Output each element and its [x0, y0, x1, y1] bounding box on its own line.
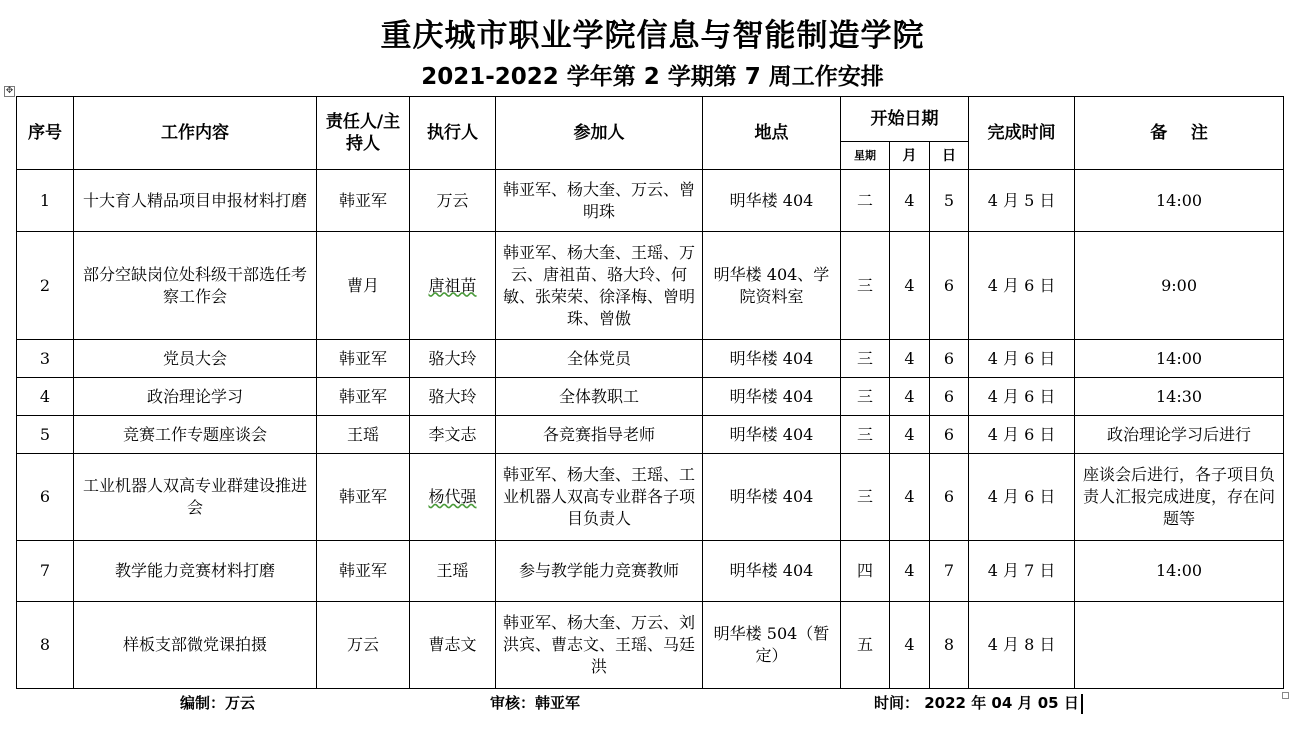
- weekday-cell-text: 三: [856, 348, 873, 368]
- participants-cell: [496, 541, 703, 602]
- remark-cell-text: 14:30: [1155, 386, 1203, 406]
- header-remarks: 备 注: [1075, 97, 1284, 170]
- executor-cell: [410, 454, 496, 541]
- seq-cell-text: 2: [39, 275, 51, 295]
- remark-cell-text: 政治理论学习后进行: [1107, 424, 1252, 444]
- finish-cell: [969, 378, 1075, 416]
- participants-cell: [496, 340, 703, 378]
- participants-cell: [496, 602, 703, 689]
- content-cell: [74, 541, 317, 602]
- finish-cell: [969, 232, 1075, 340]
- location-cell: [703, 602, 841, 689]
- finish-cell: [969, 541, 1075, 602]
- remark-cell: [1075, 170, 1284, 232]
- month-cell-text: 4: [904, 487, 915, 506]
- table-move-handle-icon[interactable]: ✥: [5, 86, 14, 96]
- table-resize-handle[interactable]: [1282, 692, 1289, 699]
- remark-cell: [1075, 454, 1284, 541]
- weekday-cell-text: 三: [856, 487, 873, 506]
- day-cell: [930, 454, 969, 541]
- executor-cell-text: 骆大玲: [428, 386, 477, 406]
- executor-cell: [410, 378, 496, 416]
- finish-cell-text: 4 月 5 日: [987, 190, 1056, 210]
- content-cell: [74, 170, 317, 232]
- seq-cell: [17, 454, 74, 541]
- finish-cell-text: 4 月 6 日: [987, 348, 1056, 368]
- finish-cell-text: 4 月 6 日: [987, 487, 1056, 506]
- table-row: [17, 454, 1284, 541]
- owner-cell-text: 韩亚军: [338, 487, 387, 506]
- content-cell-text: 竞赛工作专题座谈会: [122, 424, 267, 444]
- location-cell-text: 明华楼 404: [729, 386, 814, 406]
- month-cell-text: 4: [904, 386, 915, 406]
- remark-cell: [1075, 232, 1284, 340]
- weekday-cell-text: 五: [856, 635, 873, 654]
- location-cell-text: 明华楼 404: [729, 561, 814, 580]
- participants-cell-text: 各竞赛指导老师: [542, 424, 655, 444]
- owner-cell: [317, 602, 410, 689]
- month-cell: [890, 454, 930, 541]
- seq-cell-text: 1: [39, 190, 51, 210]
- month-cell-text: 4: [904, 190, 915, 210]
- executor-cell-text: 杨代强: [428, 487, 477, 506]
- footer-reviewer: 审核：韩亚军: [490, 694, 581, 712]
- finish-cell: [969, 454, 1075, 541]
- remark-cell: [1075, 602, 1284, 689]
- location-cell: [703, 170, 841, 232]
- header-seq: 序号: [17, 97, 74, 170]
- day-cell: [930, 378, 969, 416]
- owner-cell-text: 万云: [346, 635, 379, 654]
- weekday-cell-text: 三: [856, 386, 873, 406]
- header-participants: 参加人: [496, 97, 703, 170]
- month-cell: [890, 170, 930, 232]
- executor-cell: [410, 170, 496, 232]
- day-cell-text: 6: [943, 275, 955, 295]
- finish-cell: [969, 340, 1075, 378]
- table-row: [17, 340, 1284, 378]
- owner-cell: [317, 454, 410, 541]
- header-day: 日: [930, 142, 969, 170]
- month-cell-text: 4: [904, 275, 915, 295]
- month-cell-text: 4: [904, 348, 915, 368]
- day-cell: [930, 416, 969, 454]
- owner-cell: [317, 378, 410, 416]
- owner-cell-text: 韩亚军: [338, 190, 387, 210]
- participants-cell-text: 参与教学能力竞赛教师: [518, 561, 679, 580]
- day-cell: [930, 541, 969, 602]
- location-cell: [703, 340, 841, 378]
- month-cell: [890, 378, 930, 416]
- remark-cell: [1075, 541, 1284, 602]
- seq-cell-text: 6: [39, 487, 51, 506]
- executor-cell-text: 李文志: [428, 424, 477, 444]
- location-cell-text: 明华楼 404: [729, 424, 814, 444]
- day-cell: [930, 602, 969, 689]
- table-row: [17, 170, 1284, 232]
- header-month: 月: [890, 142, 930, 170]
- day-cell: [930, 232, 969, 340]
- remark-cell-text: 14:00: [1155, 348, 1203, 368]
- seq-cell: [17, 170, 74, 232]
- remark-cell: [1075, 340, 1284, 378]
- document-title: 重庆城市职业学院信息与智能制造学院: [380, 18, 925, 54]
- footer-date-text: 时间： 2022 年 04 月 05 日: [874, 694, 1079, 712]
- finish-cell: [969, 602, 1075, 689]
- owner-cell: [317, 416, 410, 454]
- seq-cell: [17, 602, 74, 689]
- remark-cell-text: 9:00: [1161, 275, 1197, 295]
- weekday-cell: [841, 170, 890, 232]
- executor-cell: [410, 416, 496, 454]
- day-cell-text: 6: [943, 424, 955, 444]
- executor-cell: [410, 340, 496, 378]
- weekday-cell-text: 三: [856, 424, 873, 444]
- seq-cell: [17, 541, 74, 602]
- day-cell: [930, 340, 969, 378]
- participants-cell-text: 全体党员: [566, 348, 631, 368]
- owner-cell-text: 曹月: [346, 275, 379, 295]
- executor-cell-text: 王瑶: [436, 561, 469, 580]
- executor-cell: [410, 541, 496, 602]
- text-cursor: [1081, 694, 1083, 714]
- owner-cell-text: 韩亚军: [338, 561, 387, 580]
- document-subtitle: 2021-2022 学年第 2 学期第 7 周工作安排: [421, 64, 884, 90]
- remark-cell-text: 14:00: [1155, 561, 1203, 580]
- content-cell: [74, 378, 317, 416]
- month-cell: [890, 602, 930, 689]
- executor-cell-text: 万云: [436, 190, 469, 210]
- content-cell: [74, 416, 317, 454]
- owner-cell-text: 韩亚军: [338, 386, 387, 406]
- footer-date: [874, 692, 1083, 714]
- location-cell-text: 明华楼 404: [729, 348, 814, 368]
- content-cell-text: 样板支部微党课拍摄: [122, 635, 267, 654]
- month-cell-text: 4: [904, 561, 915, 580]
- remark-cell-text: 座谈会后进行，各子项目负责人汇报完成进度，存在问题等: [1083, 465, 1276, 528]
- owner-cell-text: 王瑶: [346, 424, 379, 444]
- day-cell-text: 6: [943, 348, 955, 368]
- day-cell: [930, 170, 969, 232]
- seq-cell-text: 5: [39, 424, 51, 444]
- month-cell: [890, 340, 930, 378]
- seq-cell-text: 4: [39, 386, 51, 406]
- remark-cell: [1075, 416, 1284, 454]
- executor-cell-text: 骆大玲: [428, 348, 477, 368]
- executor-cell: [410, 602, 496, 689]
- location-cell: [703, 232, 841, 340]
- seq-cell-text: 7: [39, 561, 51, 580]
- weekday-cell: [841, 541, 890, 602]
- location-cell: [703, 416, 841, 454]
- content-cell-text: 工业机器人双高专业群建设推进会: [82, 476, 307, 517]
- content-cell: [74, 232, 317, 340]
- weekday-cell: [841, 602, 890, 689]
- table-row: [17, 541, 1284, 602]
- table-row: [17, 378, 1284, 416]
- day-cell-text: 7: [943, 561, 955, 580]
- day-cell-text: 8: [943, 635, 955, 654]
- finish-cell: [969, 170, 1075, 232]
- weekday-cell-text: 二: [856, 190, 873, 210]
- seq-cell: [17, 232, 74, 340]
- content-cell: [74, 340, 317, 378]
- participants-cell: [496, 454, 703, 541]
- location-cell: [703, 541, 841, 602]
- weekday-cell: [841, 378, 890, 416]
- seq-cell: [17, 416, 74, 454]
- schedule-table: [16, 96, 1284, 689]
- day-cell-text: 5: [943, 190, 955, 210]
- month-cell-text: 4: [904, 424, 915, 444]
- weekday-cell: [841, 454, 890, 541]
- finish-cell: [969, 416, 1075, 454]
- content-cell: [74, 454, 317, 541]
- month-cell: [890, 232, 930, 340]
- day-cell-text: 6: [943, 386, 955, 406]
- seq-cell-text: 3: [39, 348, 51, 368]
- owner-cell: [317, 541, 410, 602]
- owner-cell-text: 韩亚军: [338, 348, 387, 368]
- footer-editor: 编制：万云: [180, 694, 256, 712]
- content-cell-text: 政治理论学习: [146, 386, 243, 406]
- weekday-cell-text: 三: [856, 275, 873, 295]
- header-start-date: 开始日期: [841, 97, 969, 142]
- finish-cell-text: 4 月 6 日: [987, 386, 1056, 406]
- month-cell-text: 4: [904, 635, 915, 654]
- day-cell-text: 6: [943, 487, 955, 506]
- seq-cell: [17, 378, 74, 416]
- participants-cell: [496, 170, 703, 232]
- header-weekday: 星期: [841, 142, 890, 170]
- finish-cell-text: 4 月 8 日: [987, 635, 1056, 654]
- month-cell: [890, 541, 930, 602]
- participants-cell-text: 韩亚军、杨大奎、万云、曾明珠: [502, 179, 695, 221]
- remark-cell-text: 14:00: [1155, 190, 1203, 210]
- location-cell-text: 明华楼 404: [729, 190, 814, 210]
- finish-cell-text: 4 月 6 日: [987, 275, 1056, 295]
- content-cell-text: 党员大会: [162, 348, 227, 368]
- table-row: [17, 232, 1284, 340]
- content-cell-text: 十大育人精品项目申报材料打磨: [82, 190, 307, 210]
- location-cell: [703, 378, 841, 416]
- location-cell: [703, 454, 841, 541]
- content-cell: [74, 602, 317, 689]
- executor-cell-text: 唐祖苗: [428, 275, 477, 295]
- header-finish-time: 完成时间: [969, 97, 1075, 170]
- owner-cell: [317, 232, 410, 340]
- owner-cell: [317, 170, 410, 232]
- seq-cell-text: 8: [39, 635, 51, 654]
- month-cell: [890, 416, 930, 454]
- header-executor: 执行人: [410, 97, 496, 170]
- participants-cell-text: 韩亚军、杨大奎、王瑶、工业机器人双高专业群各子项目负责人: [502, 465, 695, 528]
- content-cell-text: 教学能力竞赛材料打磨: [114, 561, 275, 580]
- weekday-cell: [841, 340, 890, 378]
- weekday-cell: [841, 416, 890, 454]
- executor-cell-text: 曹志文: [428, 635, 477, 654]
- finish-cell-text: 4 月 6 日: [987, 424, 1056, 444]
- seq-cell: [17, 340, 74, 378]
- executor-cell: [410, 232, 496, 340]
- owner-cell: [317, 340, 410, 378]
- participants-cell-text: 全体教职工: [558, 386, 639, 406]
- header-content: 工作内容: [74, 97, 317, 170]
- location-cell-text: 明华楼 504（暂定）: [713, 624, 830, 665]
- content-cell-text: 部分空缺岗位处科级干部选任考察工作会: [82, 264, 307, 306]
- remark-cell: [1075, 378, 1284, 416]
- location-cell-text: 明华楼 404、学院资料室: [713, 264, 830, 306]
- table-row: [17, 602, 1284, 689]
- header-owner: 责任人/主持人: [317, 97, 410, 170]
- participants-cell: [496, 232, 703, 340]
- participants-cell: [496, 416, 703, 454]
- participants-cell-text: 韩亚军、杨大奎、王瑶、万云、唐祖苗、骆大玲、何敏、张荣荣、徐泽梅、曾明珠、曾傲: [502, 242, 695, 328]
- table-row: [17, 416, 1284, 454]
- participants-cell: [496, 378, 703, 416]
- participants-cell-text: 韩亚军、杨大奎、万云、刘洪宾、曹志文、王瑶、马廷洪: [502, 613, 695, 676]
- weekday-cell: [841, 232, 890, 340]
- header-location: 地点: [703, 97, 841, 170]
- weekday-cell-text: 四: [856, 561, 873, 580]
- finish-cell-text: 4 月 7 日: [987, 561, 1056, 580]
- location-cell-text: 明华楼 404: [729, 487, 814, 506]
